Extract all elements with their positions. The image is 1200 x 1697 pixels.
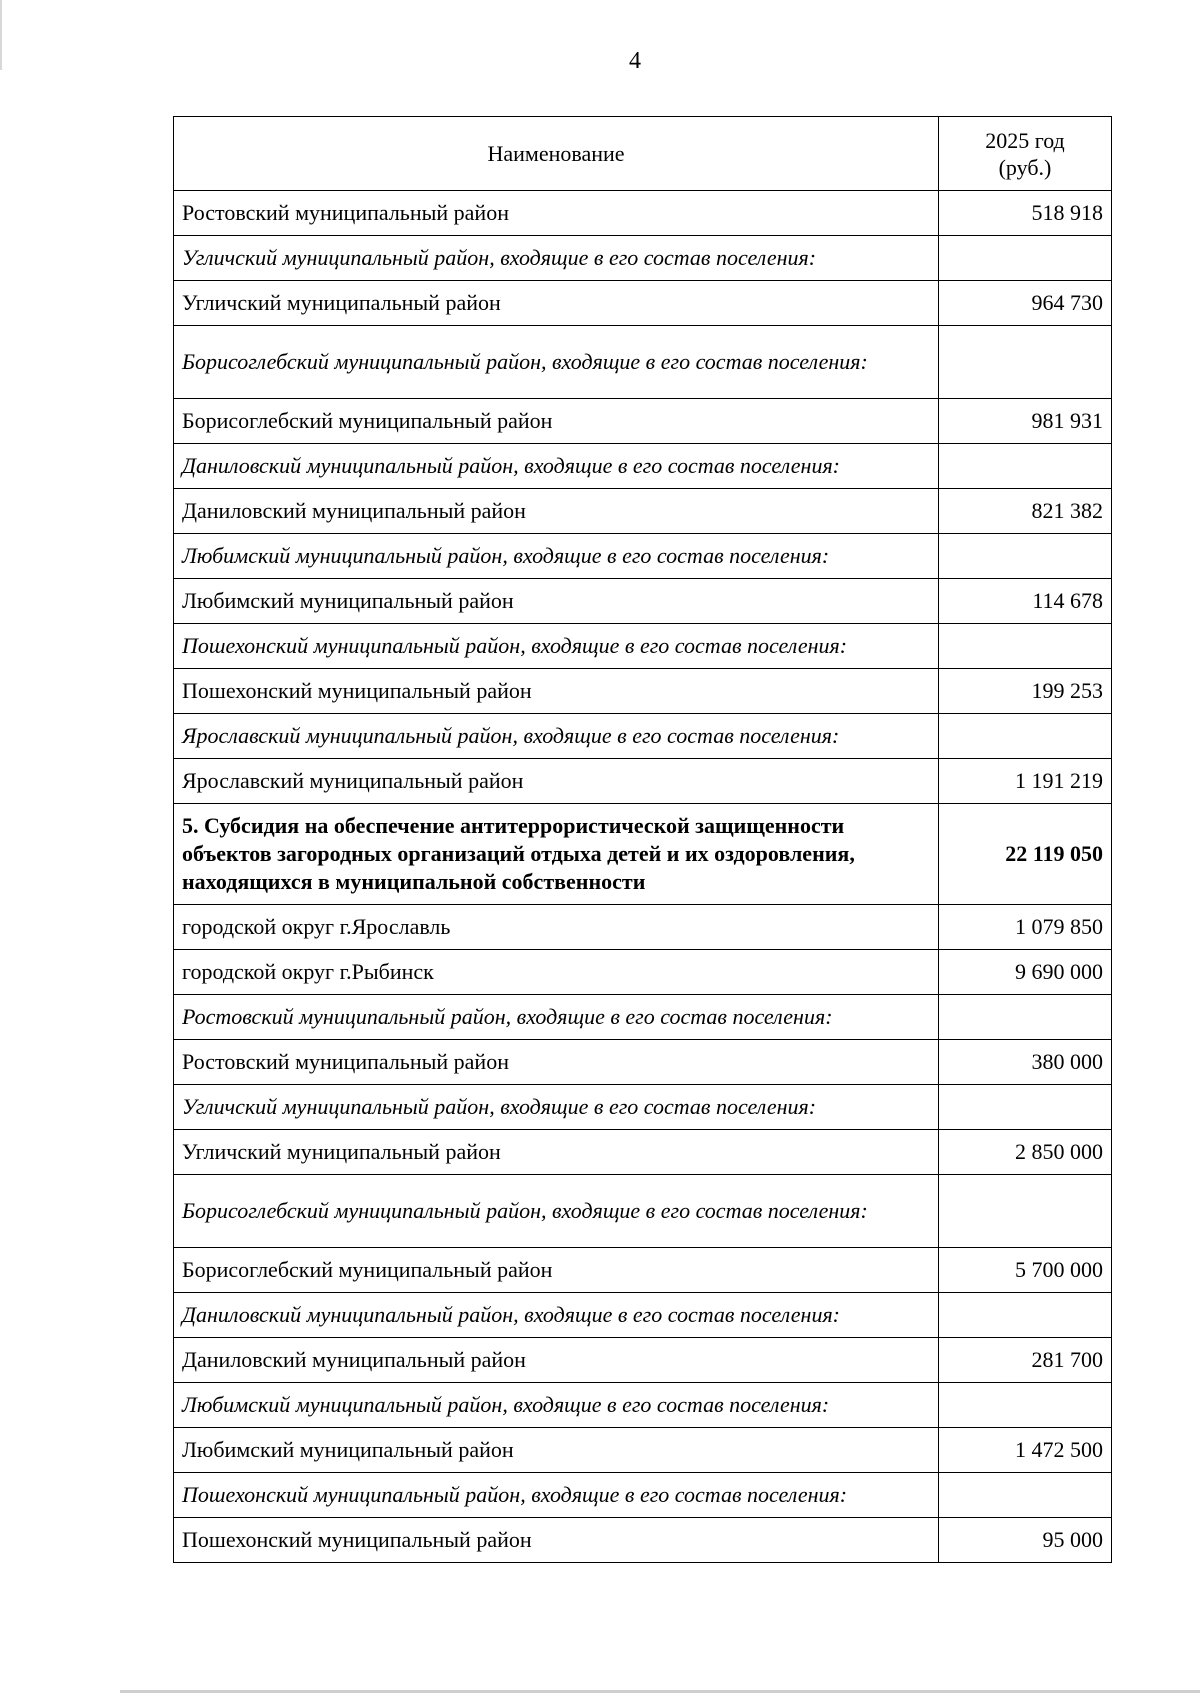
row-value: 2 850 000 [939, 1130, 1112, 1175]
row-value: 95 000 [939, 1518, 1112, 1563]
table-row [174, 669, 1112, 714]
column-header-year: 2025 год [985, 127, 1065, 153]
table-row [174, 1428, 1112, 1473]
table-row [174, 1293, 1112, 1338]
group-heading: Ростовский муниципальный район, входящие в его состав поселения: [174, 995, 939, 1040]
row-name: Ростовский муниципальный район [174, 1040, 939, 1085]
row-name: Даниловский муниципальный район [174, 489, 939, 534]
section-total: 22 119 050 [939, 804, 1112, 905]
table-row [174, 281, 1112, 326]
table-row [174, 1338, 1112, 1383]
row-value: 964 730 [939, 281, 1112, 326]
row-value [939, 714, 1112, 759]
column-header-unit: (руб.) [998, 154, 1052, 180]
row-name: Борисоглебский муниципальный район [174, 399, 939, 444]
row-value: 281 700 [939, 1338, 1112, 1383]
row-value [939, 1383, 1112, 1428]
row-value: 380 000 [939, 1040, 1112, 1085]
row-value: 1 472 500 [939, 1428, 1112, 1473]
group-heading: Ярославский муниципальный район, входящие в его состав поселения: [174, 714, 939, 759]
row-name: Ростовский муниципальный район [174, 191, 939, 236]
row-value: 114 678 [939, 579, 1112, 624]
table-body [174, 191, 1112, 1563]
page-number: 4 [629, 48, 641, 74]
table-row [174, 1473, 1112, 1518]
row-value [939, 1085, 1112, 1130]
row-value [939, 1293, 1112, 1338]
column-header-value [939, 117, 1112, 191]
row-value: 199 253 [939, 669, 1112, 714]
group-heading: Угличский муниципальный район, входящие в его состав поселения: [174, 236, 939, 281]
table-row [174, 905, 1112, 950]
table-row [174, 326, 1112, 399]
table-row [174, 1248, 1112, 1293]
group-heading: Борисоглебский муниципальный район, входящие в его состав поселения: [174, 1175, 939, 1248]
budget-table [173, 116, 1112, 1563]
scan-edge [120, 1690, 1200, 1693]
table-row [174, 804, 1112, 905]
row-value [939, 534, 1112, 579]
table-row [174, 1383, 1112, 1428]
row-name: Пошехонский муниципальный район [174, 1518, 939, 1563]
section-title: 5. Субсидия на обеспечение антитеррористической защищенности объектов загородных организаций отдыха детей и их оздоровления, находящихся в муниципальной собственности [174, 804, 939, 905]
row-value: 1 191 219 [939, 759, 1112, 804]
group-heading: Борисоглебский муниципальный район, входящие в его состав поселения: [174, 326, 939, 399]
row-value [939, 995, 1112, 1040]
row-name: Любимский муниципальный район [174, 579, 939, 624]
row-name: Даниловский муниципальный район [174, 1338, 939, 1383]
table-row [174, 950, 1112, 995]
table-row [174, 759, 1112, 804]
row-value [939, 624, 1112, 669]
table-row [174, 444, 1112, 489]
row-value: 981 931 [939, 399, 1112, 444]
table-row [174, 579, 1112, 624]
column-header-name: Наименование [174, 117, 939, 191]
row-name: Борисоглебский муниципальный район [174, 1248, 939, 1293]
row-value [939, 236, 1112, 281]
table-row [174, 995, 1112, 1040]
table-row [174, 399, 1112, 444]
group-heading: Пошехонский муниципальный район, входящие в его состав поселения: [174, 624, 939, 669]
row-value [939, 326, 1112, 399]
row-value: 821 382 [939, 489, 1112, 534]
group-heading: Любимский муниципальный район, входящие в его состав поселения: [174, 534, 939, 579]
table-row [174, 191, 1112, 236]
table-row [174, 624, 1112, 669]
table-row [174, 1130, 1112, 1175]
row-name: Ярославский муниципальный район [174, 759, 939, 804]
row-value: 518 918 [939, 191, 1112, 236]
row-name: городской округ г.Ярославль [174, 905, 939, 950]
row-value: 5 700 000 [939, 1248, 1112, 1293]
group-heading: Угличский муниципальный район, входящие в его состав поселения: [174, 1085, 939, 1130]
row-name: Угличский муниципальный район [174, 281, 939, 326]
group-heading: Даниловский муниципальный район, входящие в его состав поселения: [174, 444, 939, 489]
group-heading: Пошехонский муниципальный район, входящие в его состав поселения: [174, 1473, 939, 1518]
row-name: городской округ г.Рыбинск [174, 950, 939, 995]
group-heading: Любимский муниципальный район, входящие в его состав поселения: [174, 1383, 939, 1428]
row-value [939, 1175, 1112, 1248]
group-heading: Даниловский муниципальный район, входящие в его состав поселения: [174, 1293, 939, 1338]
table-row [174, 489, 1112, 534]
row-value [939, 1473, 1112, 1518]
table-row [174, 1175, 1112, 1248]
table-row [174, 1085, 1112, 1130]
row-value [939, 444, 1112, 489]
table-row [174, 714, 1112, 759]
table-row [174, 1518, 1112, 1563]
table-header-row [174, 117, 1112, 191]
row-value: 1 079 850 [939, 905, 1112, 950]
table-row [174, 1040, 1112, 1085]
table-row [174, 534, 1112, 579]
row-name: Пошехонский муниципальный район [174, 669, 939, 714]
row-name: Любимский муниципальный район [174, 1428, 939, 1473]
row-value: 9 690 000 [939, 950, 1112, 995]
table-row [174, 236, 1112, 281]
row-name: Угличский муниципальный район [174, 1130, 939, 1175]
